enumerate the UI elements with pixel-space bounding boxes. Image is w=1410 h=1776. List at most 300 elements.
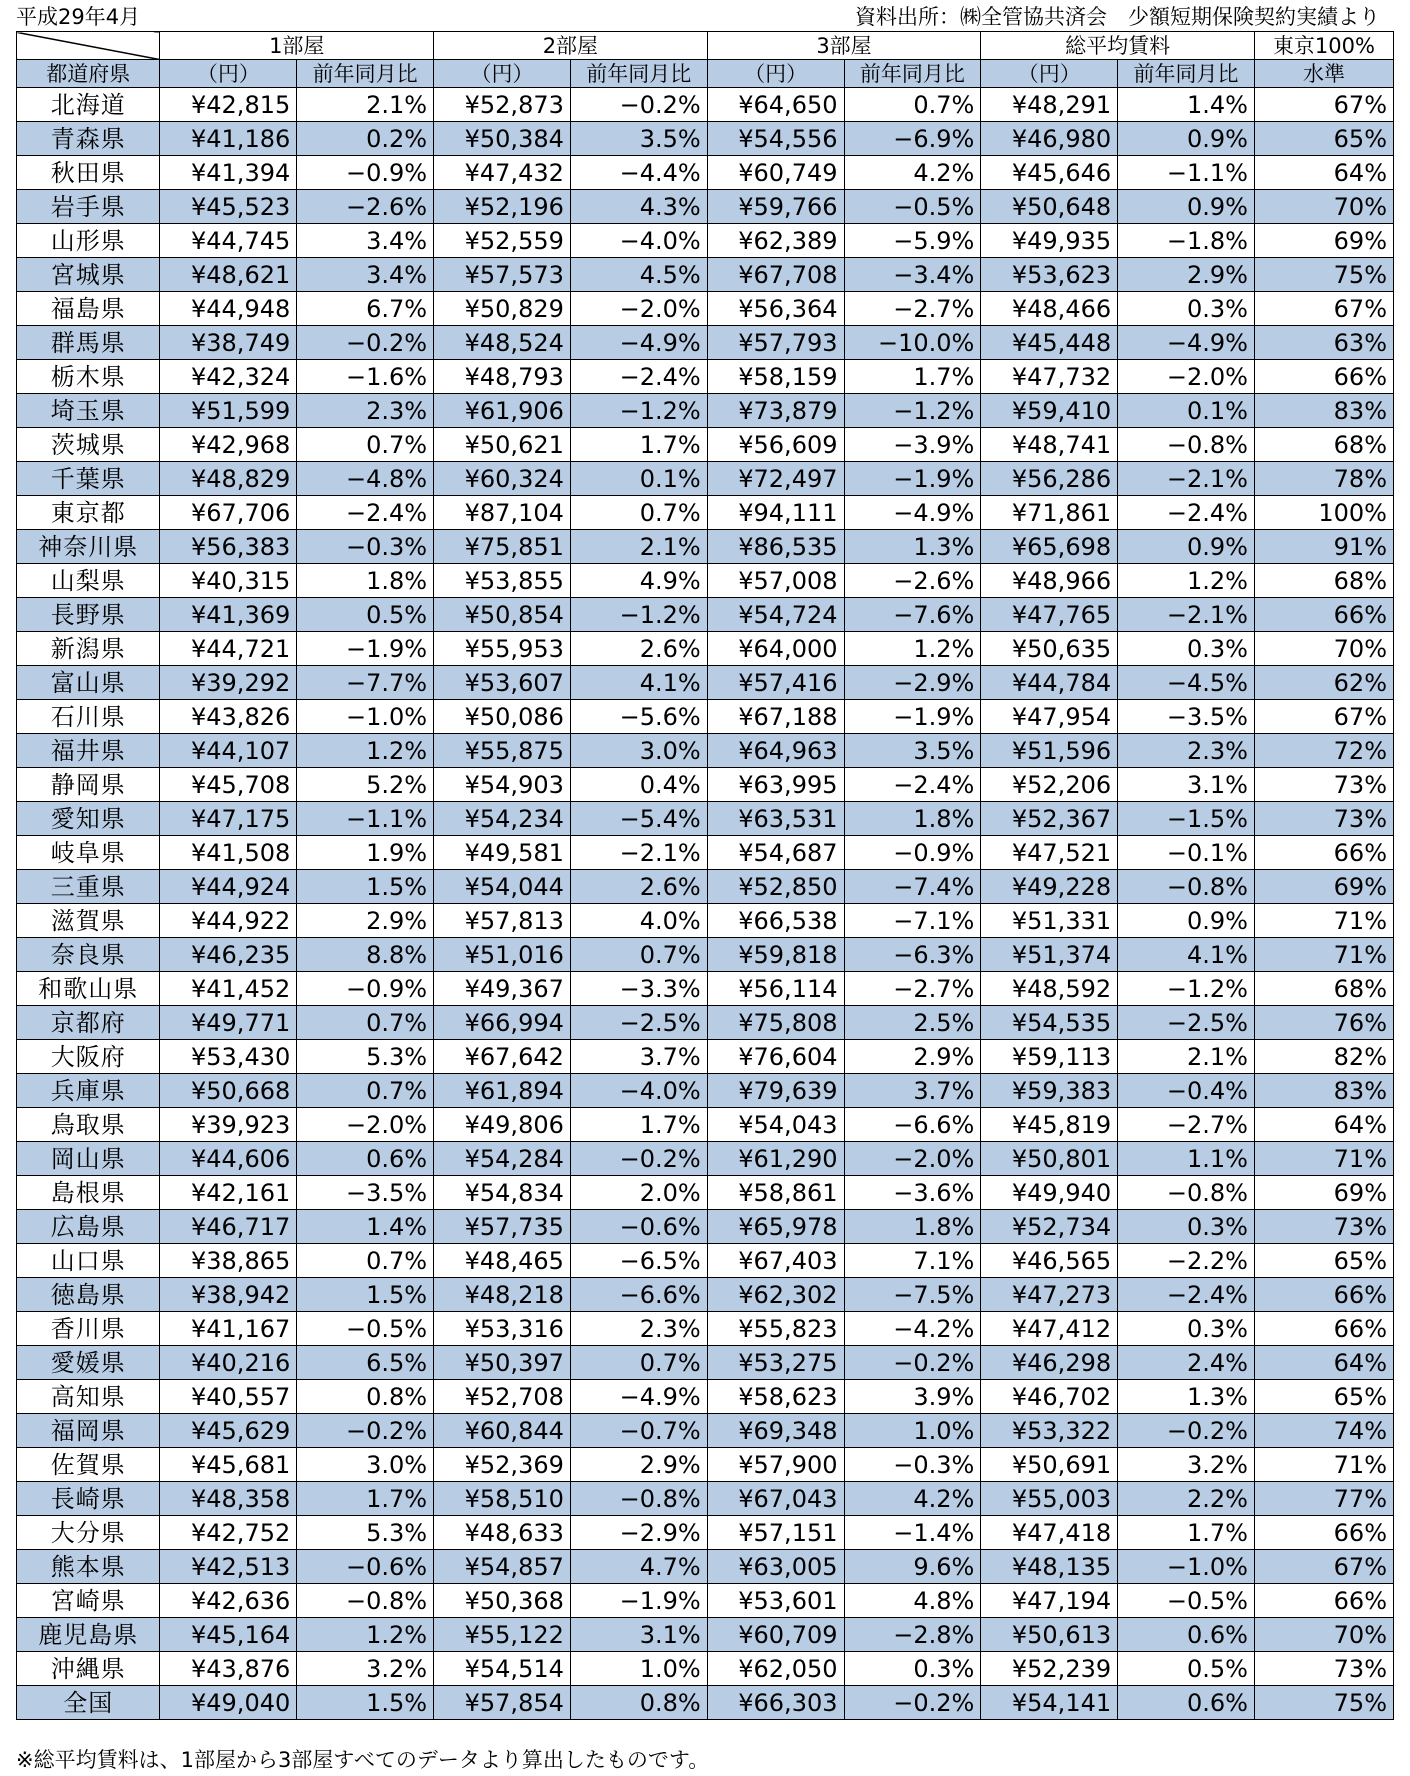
yoy-average: 2.1%	[1118, 1040, 1255, 1074]
rent-1room: ¥44,107	[160, 734, 297, 768]
rent-2room: ¥54,044	[434, 870, 571, 904]
tokyo-level: 82%	[1254, 1040, 1393, 1074]
yoy-2room: −1.2%	[570, 598, 707, 632]
yoy-1room: 0.8%	[297, 1380, 434, 1414]
table-row	[17, 1176, 1394, 1210]
table-row	[17, 734, 1394, 768]
rent-2room: ¥60,844	[434, 1414, 571, 1448]
yoy-average: 0.9%	[1118, 530, 1255, 564]
prefecture-name: 香川県	[17, 1312, 160, 1346]
prefecture-name: 栃木県	[17, 360, 160, 394]
footnote: ※総平均賃料は、1部屋から3部屋すべてのデータより算出したものです。	[16, 1748, 710, 1772]
rent-1room: ¥44,606	[160, 1142, 297, 1176]
rent-3room: ¥64,000	[707, 632, 844, 666]
rent-2room: ¥58,510	[434, 1482, 571, 1516]
yoy-2room: −4.0%	[570, 224, 707, 258]
rent-3room: ¥67,403	[707, 1244, 844, 1278]
prefecture-name: 福島県	[17, 292, 160, 326]
tokyo-level: 83%	[1254, 394, 1393, 428]
yoy-average: 0.3%	[1118, 292, 1255, 326]
rent-3room: ¥94,111	[707, 496, 844, 530]
yoy-1room: −2.6%	[297, 190, 434, 224]
rent-3room: ¥52,850	[707, 870, 844, 904]
yoy-average: −2.4%	[1118, 1278, 1255, 1312]
rent-average: ¥49,935	[981, 224, 1118, 258]
rent-average: ¥71,861	[981, 496, 1118, 530]
rent-1room: ¥44,745	[160, 224, 297, 258]
tokyo-level: 67%	[1254, 700, 1393, 734]
tokyo-level: 64%	[1254, 1108, 1393, 1142]
table-row	[17, 1482, 1394, 1516]
rent-3room: ¥59,766	[707, 190, 844, 224]
rent-average: ¥48,966	[981, 564, 1118, 598]
tokyo-level: 68%	[1254, 972, 1393, 1006]
yoy-1room: 1.8%	[297, 564, 434, 598]
rent-2room: ¥48,793	[434, 360, 571, 394]
yoy-average: −1.8%	[1118, 224, 1255, 258]
rent-average: ¥54,535	[981, 1006, 1118, 1040]
rent-average: ¥45,819	[981, 1108, 1118, 1142]
yoy-3room: −5.9%	[844, 224, 981, 258]
yoy-1room: 1.5%	[297, 1278, 434, 1312]
tokyo-level: 66%	[1254, 1278, 1393, 1312]
tokyo-level: 71%	[1254, 904, 1393, 938]
yoy-2room: −1.2%	[570, 394, 707, 428]
yoy-average: −0.2%	[1118, 1414, 1255, 1448]
rent-1room: ¥42,752	[160, 1516, 297, 1550]
rent-3room: ¥57,793	[707, 326, 844, 360]
rent-2room: ¥50,368	[434, 1584, 571, 1618]
rent-1room: ¥38,865	[160, 1244, 297, 1278]
prefecture-name: 愛媛県	[17, 1346, 160, 1380]
rent-3room: ¥62,389	[707, 224, 844, 258]
prefecture-name: 茨城県	[17, 428, 160, 462]
yoy-3room: −4.2%	[844, 1312, 981, 1346]
rent-2room: ¥50,621	[434, 428, 571, 462]
yoy-average: 1.3%	[1118, 1380, 1255, 1414]
rent-1room: ¥42,636	[160, 1584, 297, 1618]
yoy-average: 0.3%	[1118, 632, 1255, 666]
yoy-1room: −1.6%	[297, 360, 434, 394]
tokyo-level: 69%	[1254, 870, 1393, 904]
rent-average: ¥47,194	[981, 1584, 1118, 1618]
rent-1room: ¥56,383	[160, 530, 297, 564]
yoy-3room: −7.6%	[844, 598, 981, 632]
table-row	[17, 1652, 1394, 1686]
rent-average: ¥45,448	[981, 326, 1118, 360]
tokyo-level: 71%	[1254, 1448, 1393, 1482]
rent-1room: ¥42,513	[160, 1550, 297, 1584]
yoy-2room: 0.1%	[570, 462, 707, 496]
yoy-average: 0.3%	[1118, 1210, 1255, 1244]
yoy-3room: 0.7%	[844, 88, 981, 122]
yoy-2room: −0.6%	[570, 1210, 707, 1244]
prefecture-name: 鳥取県	[17, 1108, 160, 1142]
yoy-average: −2.2%	[1118, 1244, 1255, 1278]
prefecture-name: 静岡県	[17, 768, 160, 802]
yoy-1room: 0.7%	[297, 1244, 434, 1278]
rent-1room: ¥44,948	[160, 292, 297, 326]
rent-2room: ¥66,994	[434, 1006, 571, 1040]
rent-average: ¥44,784	[981, 666, 1118, 700]
rent-1room: ¥48,829	[160, 462, 297, 496]
rent-3room: ¥67,043	[707, 1482, 844, 1516]
yoy-3room: −2.7%	[844, 972, 981, 1006]
yoy-average: 0.9%	[1118, 904, 1255, 938]
yoy-2room: 1.7%	[570, 1108, 707, 1142]
tokyo-level: 66%	[1254, 1516, 1393, 1550]
yoy-average: −0.8%	[1118, 870, 1255, 904]
rent-2room: ¥53,855	[434, 564, 571, 598]
rent-2room: ¥55,122	[434, 1618, 571, 1652]
yoy-1room: 0.7%	[297, 1074, 434, 1108]
prefecture-name: 沖縄県	[17, 1652, 160, 1686]
yoy-2room: 1.7%	[570, 428, 707, 462]
table-row	[17, 258, 1394, 292]
table-row	[17, 632, 1394, 666]
rent-1room: ¥40,557	[160, 1380, 297, 1414]
yoy-2room: −6.6%	[570, 1278, 707, 1312]
prefecture-name: 兵庫県	[17, 1074, 160, 1108]
yoy-3room: 0.3%	[844, 1652, 981, 1686]
table-row	[17, 530, 1394, 564]
rent-1room: ¥53,430	[160, 1040, 297, 1074]
prefecture-name: 秋田県	[17, 156, 160, 190]
yoy-average: 4.1%	[1118, 938, 1255, 972]
table-row	[17, 496, 1394, 530]
table-row	[17, 1312, 1394, 1346]
yoy-3room: −7.1%	[844, 904, 981, 938]
rent-average: ¥59,113	[981, 1040, 1118, 1074]
tokyo-level: 72%	[1254, 734, 1393, 768]
rent-average: ¥48,135	[981, 1550, 1118, 1584]
rent-average: ¥51,596	[981, 734, 1118, 768]
prefecture-name: 北海道	[17, 88, 160, 122]
yoy-average: 2.3%	[1118, 734, 1255, 768]
yoy-3room: 7.1%	[844, 1244, 981, 1278]
yoy-average: 2.4%	[1118, 1346, 1255, 1380]
tokyo-level: 67%	[1254, 88, 1393, 122]
yoy-1room: 1.9%	[297, 836, 434, 870]
tokyo-level: 67%	[1254, 292, 1393, 326]
rent-3room: ¥57,151	[707, 1516, 844, 1550]
rent-3room: ¥64,963	[707, 734, 844, 768]
yoy-1room: 8.8%	[297, 938, 434, 972]
yoy-2room: −4.0%	[570, 1074, 707, 1108]
rent-3room: ¥60,709	[707, 1618, 844, 1652]
yoy-3room: −6.6%	[844, 1108, 981, 1142]
yoy-1room: 3.4%	[297, 224, 434, 258]
rent-1room: ¥45,629	[160, 1414, 297, 1448]
yoy-1room: −4.8%	[297, 462, 434, 496]
rent-average: ¥52,206	[981, 768, 1118, 802]
rent-3room: ¥53,601	[707, 1584, 844, 1618]
yoy-1room: −1.9%	[297, 632, 434, 666]
rent-1room: ¥40,216	[160, 1346, 297, 1380]
table-row	[17, 1346, 1394, 1380]
yoy-1room: −0.9%	[297, 972, 434, 1006]
table-row	[17, 836, 1394, 870]
rent-2room: ¥53,607	[434, 666, 571, 700]
rent-average: ¥46,980	[981, 122, 1118, 156]
yoy-3room: 1.7%	[844, 360, 981, 394]
yoy-1room: −0.3%	[297, 530, 434, 564]
prefecture-name: 福岡県	[17, 1414, 160, 1448]
yoy-2room: 4.5%	[570, 258, 707, 292]
rent-average: ¥53,322	[981, 1414, 1118, 1448]
rent-2room: ¥50,854	[434, 598, 571, 632]
yoy-3room: 2.9%	[844, 1040, 981, 1074]
rent-2room: ¥54,857	[434, 1550, 571, 1584]
rent-2room: ¥55,875	[434, 734, 571, 768]
rent-average: ¥50,635	[981, 632, 1118, 666]
rent-1room: ¥44,922	[160, 904, 297, 938]
rent-2room: ¥75,851	[434, 530, 571, 564]
rent-3room: ¥57,416	[707, 666, 844, 700]
tokyo-level: 76%	[1254, 1006, 1393, 1040]
rent-3room: ¥66,303	[707, 1686, 844, 1720]
yoy-3room: 4.2%	[844, 1482, 981, 1516]
yoy-1room: −0.9%	[297, 156, 434, 190]
prefecture-name: 熊本県	[17, 1550, 160, 1584]
yoy-2room: 4.7%	[570, 1550, 707, 1584]
rent-1room: ¥43,826	[160, 700, 297, 734]
yoy-average: 1.1%	[1118, 1142, 1255, 1176]
tokyo-level: 64%	[1254, 1346, 1393, 1380]
rent-2room: ¥52,369	[434, 1448, 571, 1482]
rent-1room: ¥49,771	[160, 1006, 297, 1040]
rent-2room: ¥51,016	[434, 938, 571, 972]
yoy-average: −2.1%	[1118, 462, 1255, 496]
rent-2room: ¥57,573	[434, 258, 571, 292]
prefecture-name: 広島県	[17, 1210, 160, 1244]
tokyo-level: 75%	[1254, 258, 1393, 292]
yoy-1room: −0.5%	[297, 1312, 434, 1346]
table-row	[17, 1516, 1394, 1550]
yoy-2room: 4.3%	[570, 190, 707, 224]
yoy-1room: 2.9%	[297, 904, 434, 938]
rent-average: ¥46,298	[981, 1346, 1118, 1380]
yoy-1room: 3.2%	[297, 1652, 434, 1686]
rent-3room: ¥62,050	[707, 1652, 844, 1686]
yoy-3room: 1.8%	[844, 1210, 981, 1244]
rent-3room: ¥61,290	[707, 1142, 844, 1176]
prefecture-name: 山口県	[17, 1244, 160, 1278]
tokyo-level: 75%	[1254, 1686, 1393, 1720]
rent-3room: ¥76,604	[707, 1040, 844, 1074]
rent-3room: ¥63,995	[707, 768, 844, 802]
tokyo-level: 62%	[1254, 666, 1393, 700]
rent-3room: ¥86,535	[707, 530, 844, 564]
rent-average: ¥54,141	[981, 1686, 1118, 1720]
rent-3room: ¥66,538	[707, 904, 844, 938]
rent-2room: ¥50,086	[434, 700, 571, 734]
table-row	[17, 1414, 1394, 1448]
prefecture-name: 山形県	[17, 224, 160, 258]
rent-3room: ¥57,008	[707, 564, 844, 598]
rent-average: ¥50,801	[981, 1142, 1118, 1176]
rent-3room: ¥53,275	[707, 1346, 844, 1380]
table-row	[17, 598, 1394, 632]
tokyo-level: 69%	[1254, 224, 1393, 258]
rent-1room: ¥42,161	[160, 1176, 297, 1210]
header-yoy-3room: 前年同月比	[844, 60, 981, 88]
yoy-average: 3.1%	[1118, 768, 1255, 802]
yoy-2room: −4.9%	[570, 326, 707, 360]
tokyo-level: 65%	[1254, 1380, 1393, 1414]
header-yoy-2room: 前年同月比	[570, 60, 707, 88]
rent-3room: ¥72,497	[707, 462, 844, 496]
rent-2room: ¥53,316	[434, 1312, 571, 1346]
yoy-3room: 4.2%	[844, 156, 981, 190]
yoy-3room: −1.2%	[844, 394, 981, 428]
rent-3room: ¥58,623	[707, 1380, 844, 1414]
yoy-2room: 2.6%	[570, 632, 707, 666]
yoy-average: −2.5%	[1118, 1006, 1255, 1040]
yoy-3room: 2.5%	[844, 1006, 981, 1040]
yoy-2room: 4.0%	[570, 904, 707, 938]
yoy-3room: −0.2%	[844, 1346, 981, 1380]
tokyo-level: 66%	[1254, 598, 1393, 632]
tokyo-level: 68%	[1254, 564, 1393, 598]
yoy-3room: 1.2%	[844, 632, 981, 666]
table-row	[17, 88, 1394, 122]
rent-average: ¥49,940	[981, 1176, 1118, 1210]
table-row	[17, 326, 1394, 360]
rent-3room: ¥64,650	[707, 88, 844, 122]
table-row	[17, 972, 1394, 1006]
table-row	[17, 1210, 1394, 1244]
rent-2room: ¥48,218	[434, 1278, 571, 1312]
rent-1room: ¥67,706	[160, 496, 297, 530]
yoy-average: −2.0%	[1118, 360, 1255, 394]
rent-2room: ¥67,642	[434, 1040, 571, 1074]
rent-3room: ¥63,005	[707, 1550, 844, 1584]
yoy-3room: −2.4%	[844, 768, 981, 802]
rent-1room: ¥50,668	[160, 1074, 297, 1108]
tokyo-level: 71%	[1254, 1142, 1393, 1176]
yoy-average: 0.9%	[1118, 190, 1255, 224]
yoy-2room: 3.0%	[570, 734, 707, 768]
yoy-average: −1.5%	[1118, 802, 1255, 836]
rent-average: ¥48,466	[981, 292, 1118, 326]
yoy-2room: 2.9%	[570, 1448, 707, 1482]
rent-2room: ¥54,834	[434, 1176, 571, 1210]
table-row	[17, 1040, 1394, 1074]
tokyo-level: 63%	[1254, 326, 1393, 360]
rent-2room: ¥52,708	[434, 1380, 571, 1414]
yoy-average: −0.4%	[1118, 1074, 1255, 1108]
yoy-average: 2.2%	[1118, 1482, 1255, 1516]
rent-average: ¥59,383	[981, 1074, 1118, 1108]
table-row-national	[17, 1686, 1394, 1720]
yoy-3room: −1.9%	[844, 700, 981, 734]
rent-average: ¥51,374	[981, 938, 1118, 972]
header-yen-1room: （円）	[160, 60, 297, 88]
tokyo-level: 73%	[1254, 1652, 1393, 1686]
table-row	[17, 156, 1394, 190]
rent-3room: ¥54,724	[707, 598, 844, 632]
rent-average: ¥50,613	[981, 1618, 1118, 1652]
rent-3room: ¥79,639	[707, 1074, 844, 1108]
rent-2room: ¥50,384	[434, 122, 571, 156]
yoy-average: 1.2%	[1118, 564, 1255, 598]
prefecture-name: 大分県	[17, 1516, 160, 1550]
table-row	[17, 428, 1394, 462]
rent-1room: ¥43,876	[160, 1652, 297, 1686]
yoy-2room: −1.9%	[570, 1584, 707, 1618]
rent-average: ¥46,702	[981, 1380, 1118, 1414]
yoy-2room: 4.1%	[570, 666, 707, 700]
rent-1room: ¥41,186	[160, 122, 297, 156]
yoy-1room: 1.4%	[297, 1210, 434, 1244]
tokyo-level: 83%	[1254, 1074, 1393, 1108]
rent-1room: ¥40,315	[160, 564, 297, 598]
prefecture-name: 福井県	[17, 734, 160, 768]
yoy-average: −1.2%	[1118, 972, 1255, 1006]
yoy-average: −0.1%	[1118, 836, 1255, 870]
rent-2room: ¥49,806	[434, 1108, 571, 1142]
rent-3room: ¥69,348	[707, 1414, 844, 1448]
yoy-1room: 0.5%	[297, 598, 434, 632]
tokyo-level: 78%	[1254, 462, 1393, 496]
yoy-2room: −0.7%	[570, 1414, 707, 1448]
yoy-1room: 3.4%	[297, 258, 434, 292]
yoy-average: −3.5%	[1118, 700, 1255, 734]
rent-1room: ¥41,452	[160, 972, 297, 1006]
rent-1room: ¥48,621	[160, 258, 297, 292]
yoy-3room: −10.0%	[844, 326, 981, 360]
prefecture-name: 滋賀県	[17, 904, 160, 938]
rent-average: ¥55,003	[981, 1482, 1118, 1516]
rent-3room: ¥65,978	[707, 1210, 844, 1244]
yoy-3room: 1.8%	[844, 802, 981, 836]
yoy-3room: −0.2%	[844, 1686, 981, 1720]
tokyo-level: 77%	[1254, 1482, 1393, 1516]
prefecture-name: 京都府	[17, 1006, 160, 1040]
yoy-2room: −3.3%	[570, 972, 707, 1006]
prefecture-name: 奈良県	[17, 938, 160, 972]
table-row	[17, 1244, 1394, 1278]
table-row	[17, 292, 1394, 326]
prefecture-name: 宮崎県	[17, 1584, 160, 1618]
yoy-1room: 5.3%	[297, 1516, 434, 1550]
table-row	[17, 1618, 1394, 1652]
rent-1room: ¥42,815	[160, 88, 297, 122]
yoy-1room: −0.2%	[297, 1414, 434, 1448]
rent-1room: ¥38,749	[160, 326, 297, 360]
rent-average: ¥48,592	[981, 972, 1118, 1006]
rent-3room: ¥56,114	[707, 972, 844, 1006]
table-body	[17, 88, 1394, 1720]
rent-1room: ¥47,175	[160, 802, 297, 836]
rent-average: ¥47,521	[981, 836, 1118, 870]
prefecture-name: 愛知県	[17, 802, 160, 836]
yoy-average: 1.4%	[1118, 88, 1255, 122]
tokyo-level: 66%	[1254, 360, 1393, 394]
group-header-2room: 2部屋	[434, 32, 708, 60]
yoy-3room: −2.9%	[844, 666, 981, 700]
yoy-average: −0.8%	[1118, 1176, 1255, 1210]
prefecture-name: 島根県	[17, 1176, 160, 1210]
tokyo-level: 68%	[1254, 428, 1393, 462]
yoy-2room: 0.8%	[570, 1686, 707, 1720]
rent-1room: ¥42,324	[160, 360, 297, 394]
rent-average: ¥47,954	[981, 700, 1118, 734]
rent-1room: ¥44,924	[160, 870, 297, 904]
prefecture-name: 埼玉県	[17, 394, 160, 428]
prefecture-name: 高知県	[17, 1380, 160, 1414]
